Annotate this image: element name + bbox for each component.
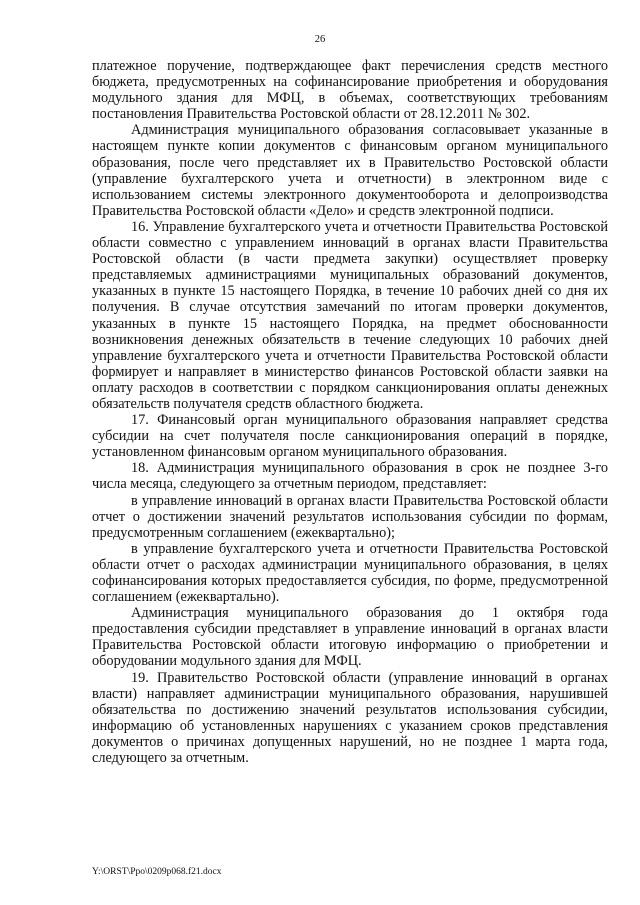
document-body xyxy=(92,58,608,766)
paragraph-administration-approval: Администрация муниципального образования согласовывает указанные в настоящем пункте копии документов с финансовым органом муниципального образования, после чего представляет их в Правительство Ростовской области (управление бухгалтерского учета и отчетности) в электронном виде с использованием системы электронного документооборота и делопроизводства Правительства Ростовской области «Дело» и средств электронной подписи. xyxy=(92,122,608,219)
page-number: 26 xyxy=(314,34,326,45)
paragraph-18: 18. Администрация муниципального образования в срок не позднее 3-го числа месяца, следующего за отчетным периодом, представляет: xyxy=(92,460,608,493)
paragraph-17: 17. Финансовый орган муниципального образования направляет средства субсидии на счет получателя после санкционирования операций в порядке, установленном финансовым органом муниципального образования. xyxy=(92,412,608,461)
paragraph-18-accounting-report: в управление бухгалтерского учета и отчетности Правительства Ростовской области отчет о расходах администрации муниципального образования, в целях софинансирования которых предоставляется субсидия, по форме, предусмотренной соглашением (ежеквартально). xyxy=(92,540,608,606)
footer-file-path: Y:\ORST\Ppo\0209p068.f21.docx xyxy=(92,867,222,877)
paragraph-19: 19. Правительство Ростовской области (управление инноваций в органах власти) направляет администрации муниципального образования, нарушившей обязательства по достижению значений результатов использования субсидии, информацию об установленных нарушениях с указанием сроков представления документов о причинах допущенных нарушений, но не позднее 1 марта года, следующего за отчетным. xyxy=(92,669,608,767)
paragraph-final-information: Администрация муниципального образования до 1 октября года предоставления субсидии представляет в управление инноваций в органах власти Правительства Ростовской области итоговую информацию о приобретении и оборудовании модульного здания для МФЦ. xyxy=(92,605,608,670)
paragraph-16: 16. Управление бухгалтерского учета и отчетности Правительства Ростовской области совместно с управлением инноваций в органах власти Правительства Ростовской области (в части предмета закупки) осуществляет проверку представляемых администрациями муниципальных образований документов, указанных в пункте 15 настоящего Порядка, в течение 10 рабочих дней со дня их получения. В случае отсутствия замечаний по итогам проверки документов, указанных в пункте 15 настоящего Порядка, на предмет обоснованности возникновения денежных обязательств в течение следующих 10 рабочих дней управление бухгалтерского учета и отчетности Правительства Ростовской области формирует и направляет в министерство финансов Ростовской области заявки на оплату расходов в соответствии с порядком санкционирования оплаты денежных обязательств получателя средств областного бюджета. xyxy=(92,218,608,412)
paragraph-18-innovation-report: в управление инноваций в органах власти Правительства Ростовской области отчет о достижении значений результатов использования субсидии по формам, предусмотренным соглашением (ежеквартально); xyxy=(92,492,608,541)
paragraph-payment-order: платежное поручение, подтверждающее факт перечисления средств местного бюджета, предусмотренных на софинансирование приобретения и оборудования модульного здания для МФЦ, в объемах, соответствующих требованиям постановления Правительства Ростовской области от 28.12.2011 № 302. xyxy=(92,58,608,123)
